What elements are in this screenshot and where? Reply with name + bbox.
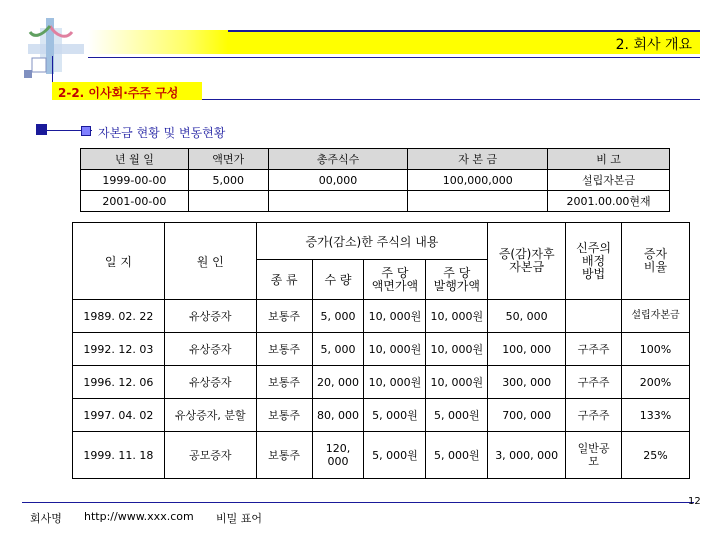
cell-capital: 100, 000 [488,333,566,366]
company-logo-icon [22,14,88,80]
cell-remarks: 설립자본금 [548,170,670,191]
cell-reason: 공모증자 [164,432,256,479]
table-header-row [81,149,670,170]
cell-ratio: 100% [622,333,690,366]
cell-capital: 50, 000 [488,300,566,333]
cell-issue: 10, 000원 [426,300,488,333]
table-row [73,366,690,399]
cell-reason: 유상증자 [164,300,256,333]
cell-type: 보통주 [256,366,312,399]
cell-capital [408,191,548,212]
cell-type: 보통주 [256,399,312,432]
footer-confidential: 비밀 표어 [216,512,263,525]
header-par-value: 액면가 [188,149,268,170]
table-row [81,191,670,212]
header-capital: 자 본 금 [408,149,548,170]
cell-total-shares [268,191,408,212]
cell-remarks: 2001.00.00현재 [548,191,670,212]
header-total-shares: 총주식수 [268,149,408,170]
title-underline [88,57,700,58]
cell-quantity: 80, 000 [312,399,364,432]
header-issue-price: 주 당 발행가액 [426,260,488,300]
cell-capital: 3, 000, 000 [488,432,566,479]
cell-capital: 700, 000 [488,399,566,432]
header-allotment-method: 신주의 배정 방법 [566,223,622,300]
header-capital-after: 증(감)자후 자본금 [488,223,566,300]
table-row [73,399,690,432]
cell-par: 5, 000원 [364,432,426,479]
cell-ratio: 133% [622,399,690,432]
page-title: 2. 회사 개요 [615,37,692,53]
cell-date: 1989. 02. 22 [73,300,165,333]
cell-par: 10, 000원 [364,333,426,366]
cell-reason: 유상증자 [164,333,256,366]
bullet-square-small-icon [81,126,91,136]
cell-allotment: 일반공모 [566,432,622,479]
cell-ratio: 25% [622,432,690,479]
section-title: 2-2. 이사회·주주 구성 [58,86,179,100]
cell-allotment [566,300,622,333]
header-remarks: 비 고 [548,149,670,170]
header-date: 일 지 [73,223,165,300]
table-header-row [73,223,690,260]
cell-date: 1999. 11. 18 [73,432,165,479]
table-row [73,333,690,366]
cell-par: 10, 000원 [364,366,426,399]
cell-reason: 유상증자, 분할 [164,399,256,432]
cell-date: 1997. 04. 02 [73,399,165,432]
cell-reason: 유상증자 [164,366,256,399]
cell-capital: 100,000,000 [408,170,548,191]
cell-par-value: 5,000 [188,170,268,191]
cell-par: 10, 000원 [364,300,426,333]
cell-issue: 10, 000원 [426,366,488,399]
header-reason: 원 인 [164,223,256,300]
cell-allotment: 구주주 [566,333,622,366]
cell-date: 1996. 12. 06 [73,366,165,399]
cell-type: 보통주 [256,300,312,333]
footer-url[interactable]: http://www.xxx.com [84,510,194,523]
cell-par: 5, 000원 [364,399,426,432]
capital-change-table [72,222,690,479]
cell-quantity: 5, 000 [312,333,364,366]
cell-ratio: 설립자본금 [622,300,690,333]
cell-date: 1992. 12. 03 [73,333,165,366]
cell-quantity: 5, 000 [312,300,364,333]
capital-status-table [80,148,670,212]
cell-issue: 5, 000원 [426,399,488,432]
table-row [73,432,690,479]
table-row [73,300,690,333]
cell-type: 보통주 [256,333,312,366]
header-type: 종 류 [256,260,312,300]
cell-ratio: 200% [622,366,690,399]
title-bar-gradient [88,30,228,54]
header-detail-group: 증가(감소)한 주식의 내용 [256,223,488,260]
header-par-value: 주 당 액면가액 [364,260,426,300]
cell-issue: 5, 000원 [426,432,488,479]
header-date: 년 월 일 [81,149,189,170]
table-row [81,170,670,191]
cell-issue: 10, 000원 [426,333,488,366]
cell-quantity: 20, 000 [312,366,364,399]
footer-line [22,502,694,503]
header-increase-ratio: 증자 비율 [622,223,690,300]
page-number: 12 [688,496,701,507]
header-quantity: 수 량 [312,260,364,300]
cell-par-value [188,191,268,212]
bullet-square-icon [36,124,47,135]
cell-capital: 300, 000 [488,366,566,399]
cell-date: 2001-00-00 [81,191,189,212]
cell-allotment: 구주주 [566,366,622,399]
cell-quantity: 120, 000 [312,432,364,479]
subsection-title: 자본금 현황 및 변동현황 [98,126,226,140]
cell-type: 보통주 [256,432,312,479]
cell-date: 1999-00-00 [81,170,189,191]
section-underline [202,99,700,100]
cell-allotment: 구주주 [566,399,622,432]
cell-total-shares: 00,000 [268,170,408,191]
footer-company: 회사명 [30,512,62,525]
